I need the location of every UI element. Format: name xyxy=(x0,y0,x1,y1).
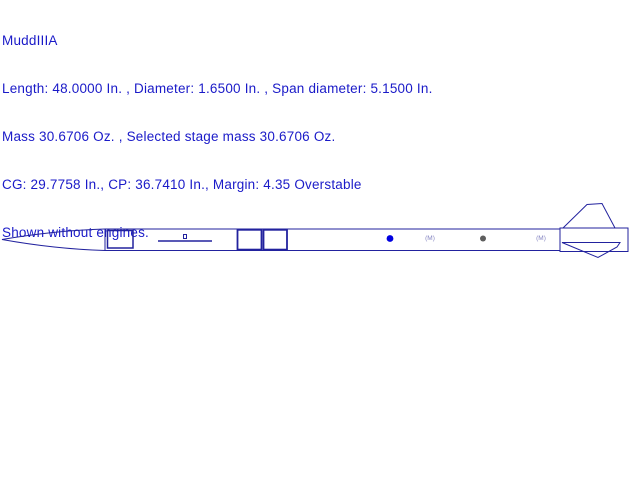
summary-mass-line: Mass 30.6706 Oz. , Selected stage mass 30.6706 Oz. xyxy=(2,129,336,144)
upper-fin[interactable] xyxy=(563,204,615,229)
mass-object-label-1: (M) xyxy=(425,235,435,242)
lower-fin[interactable] xyxy=(562,243,620,258)
summary-engines-note: Shown without engines. xyxy=(2,225,149,240)
nose-cone-shoulder[interactable] xyxy=(108,231,134,249)
parachute-mark xyxy=(184,235,187,239)
summary-stability-line: CG: 29.7758 In., CP: 36.7410 In., Margin: 4.35 Overstable xyxy=(2,177,362,192)
coupler-2[interactable] xyxy=(264,230,288,250)
coupler-1[interactable] xyxy=(238,230,262,250)
summary-dimensions-line: Length: 48.0000 In. , Diameter: 1.6500 In. , Span diameter: 5.1500 In. xyxy=(2,81,433,96)
mass-object-label-2: (M) xyxy=(536,235,546,242)
body-tube[interactable] xyxy=(105,229,560,251)
design-name: MuddIIIA xyxy=(2,33,58,48)
nose-cone[interactable] xyxy=(2,229,105,251)
fin-can-tube[interactable] xyxy=(560,228,628,252)
cg-marker xyxy=(387,235,394,242)
cp-marker xyxy=(480,236,486,242)
